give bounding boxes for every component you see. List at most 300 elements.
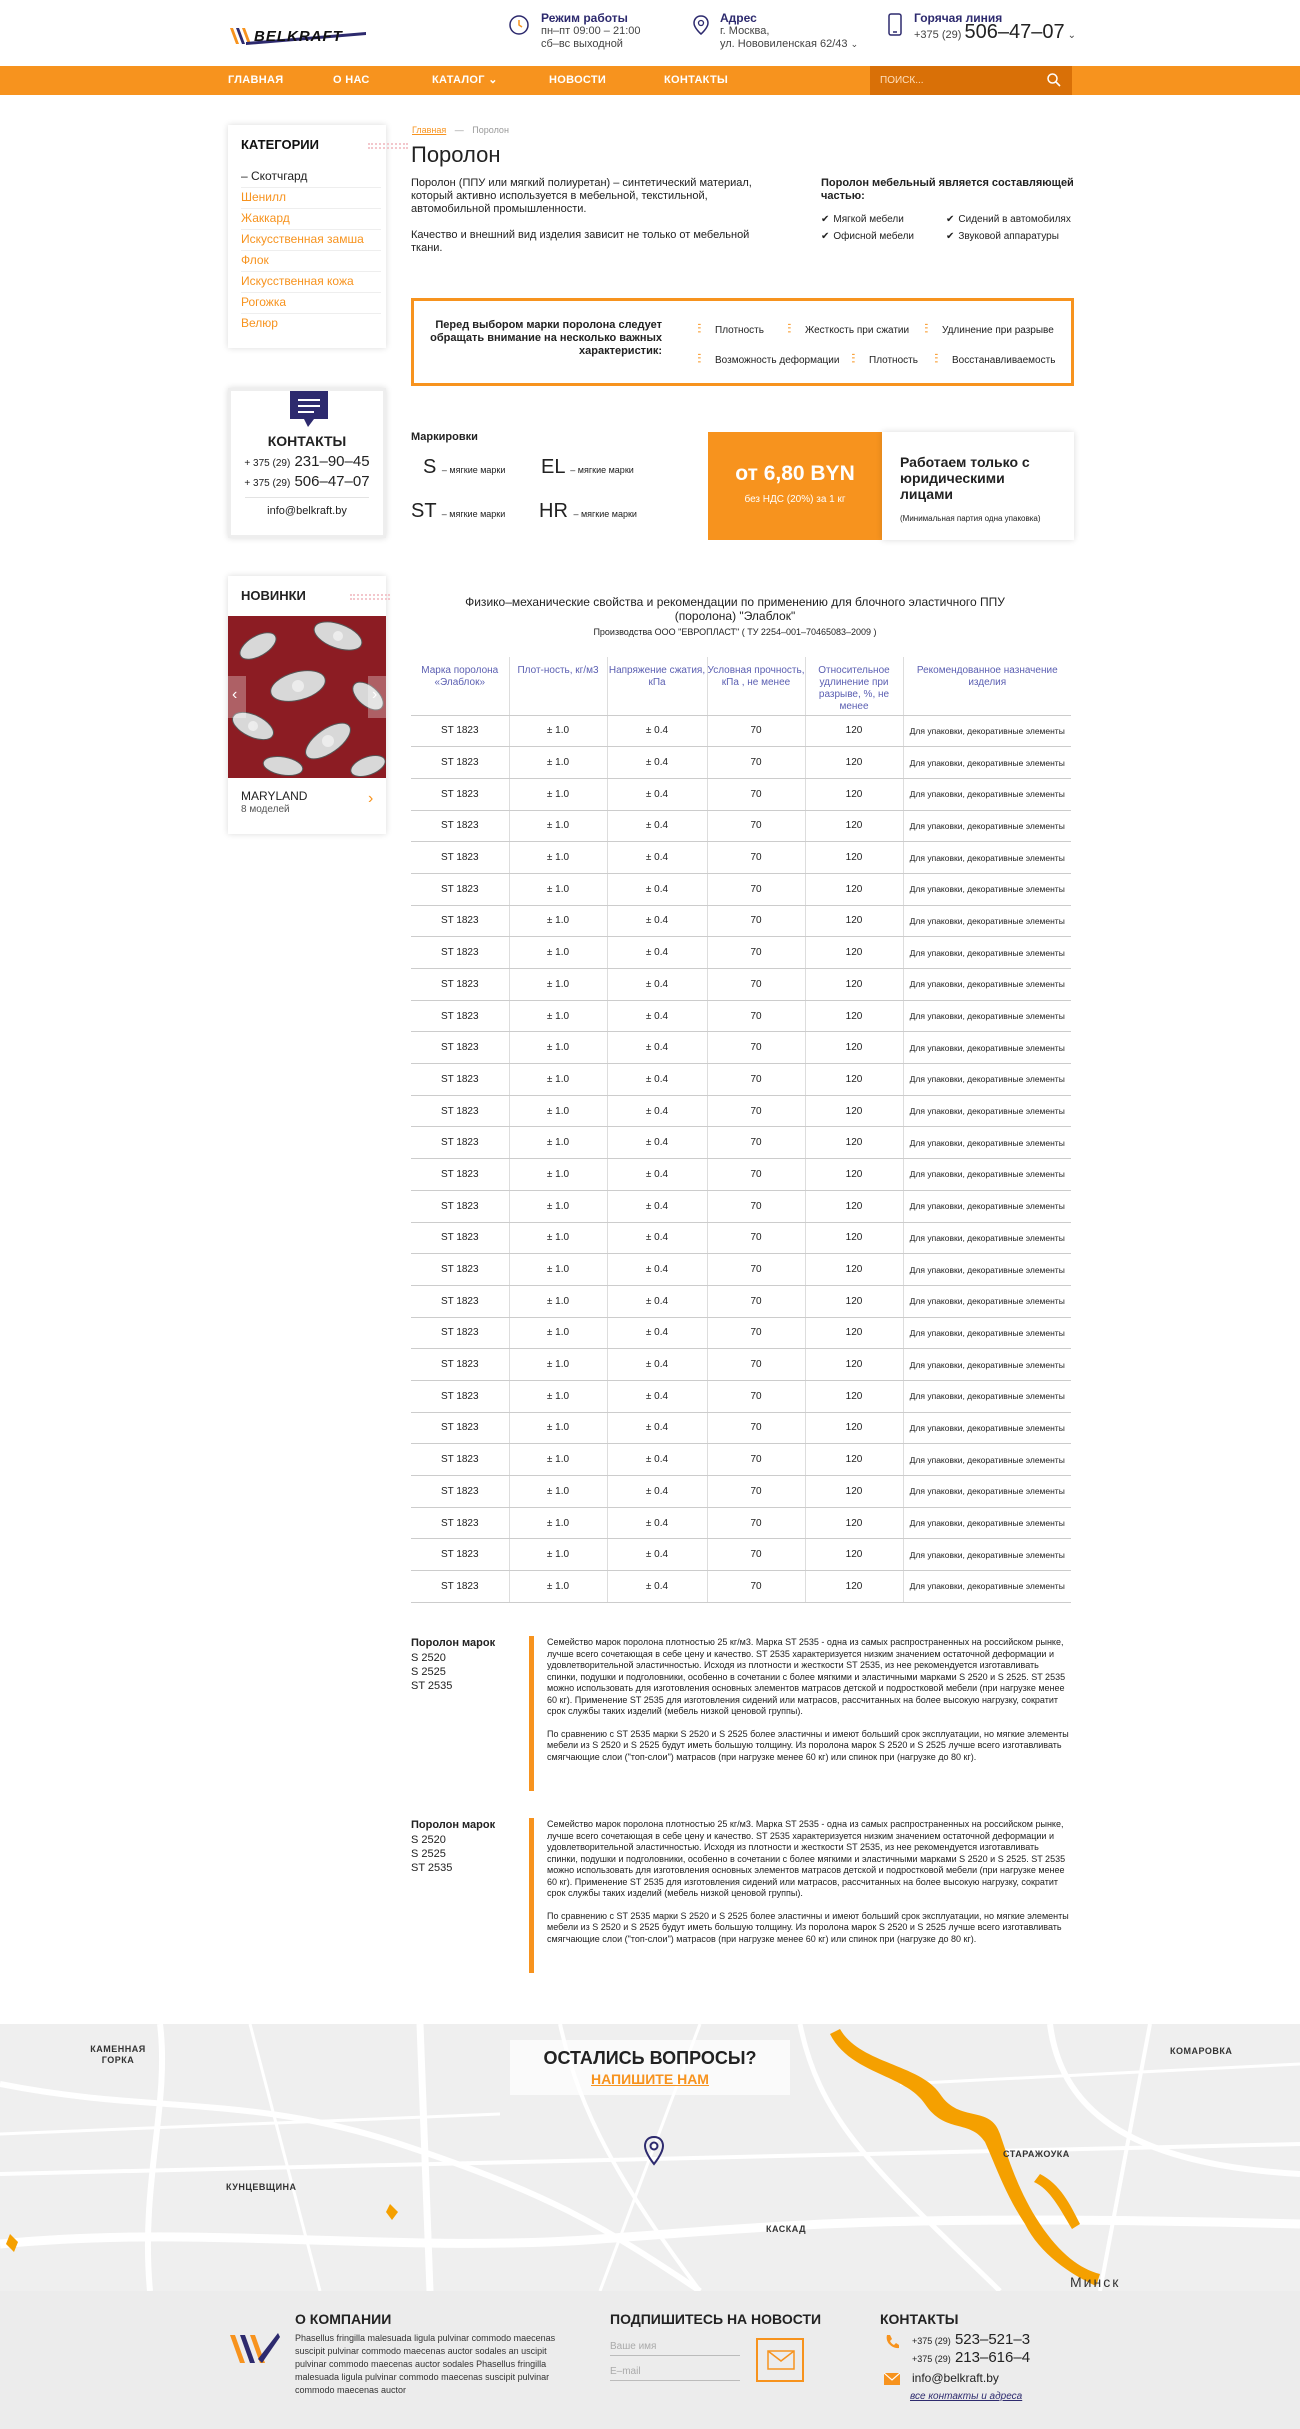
table-cell: Для упаковки, декоративные элементы <box>903 1127 1071 1159</box>
table-row <box>411 1444 1071 1476</box>
table-cell: ± 0.4 <box>607 1000 707 1032</box>
table-cell: ST 1823 <box>411 1285 509 1317</box>
table-row <box>411 747 1071 779</box>
table-cell: Для упаковки, декоративные элементы <box>903 1507 1071 1539</box>
desc-accent-bar <box>529 1818 534 1973</box>
table-cell: ± 0.4 <box>607 1127 707 1159</box>
category-item[interactable]: – Скотчгард <box>241 167 381 188</box>
table-cell: ST 1823 <box>411 937 509 969</box>
table-cell: ± 0.4 <box>607 1539 707 1571</box>
mark-item: HR – мягкие марки <box>539 500 637 522</box>
table-cell: ST 1823 <box>411 1190 509 1222</box>
all-contacts-link[interactable]: все контакты и адреса <box>910 2391 1023 2402</box>
table-cell: 70 <box>707 1159 805 1191</box>
search-input[interactable] <box>880 72 1040 89</box>
table-cell: ± 0.4 <box>607 1444 707 1476</box>
table-cell: 70 <box>707 1476 805 1508</box>
chevron-left-icon[interactable]: ‹ <box>232 686 238 703</box>
notice-text: Перед выбором марки поролона следует обращать внимание на несколько важных характеристик: <box>430 319 662 357</box>
write-us-link[interactable]: НАПИШИТЕ НАМ <box>591 2071 709 2087</box>
table-cell: 70 <box>707 969 805 1001</box>
footer-phone-1[interactable]: +375 (29) 523–521–3 <box>912 2331 1031 2348</box>
table-cell: 120 <box>805 905 903 937</box>
table-cell: ± 1.0 <box>509 1444 607 1476</box>
footer-email[interactable]: info@belkraft.by <box>912 2371 999 2385</box>
table-cell: ST 1823 <box>411 842 509 874</box>
table-cell: 120 <box>805 1159 903 1191</box>
table-cell: ± 1.0 <box>509 1127 607 1159</box>
table-cell: 120 <box>805 1000 903 1032</box>
table-cell: Для упаковки, декоративные элементы <box>903 1032 1071 1064</box>
table-cell: ST 1823 <box>411 1222 509 1254</box>
characteristics-notice <box>411 298 1074 386</box>
table-cell: ST 1823 <box>411 747 509 779</box>
spring-icon: ⫶⫶ <box>934 351 937 366</box>
table-cell: Для упаковки, декоративные элементы <box>903 1222 1071 1254</box>
table-cell: ± 1.0 <box>509 1095 607 1127</box>
chevron-down-icon: ⌄ <box>1067 30 1077 41</box>
characteristic-item: ⫶⫶ Восстанавливаемость <box>934 351 1056 366</box>
table-cell: 70 <box>707 1539 805 1571</box>
footer-phone-2[interactable]: +375 (29) 213–616–4 <box>912 2349 1031 2366</box>
desc-paragraph: Семейство марок поролона плотностью 25 кг/м3. Марка ST 2535 - одна из самых распространенных на российском рынке, лучше всего сочетающая в себе цену и качество. ST 2535 характеризуется низким значением остаточной деформации и удовлетворительной эластичностью. Исходя из плотности и жесткости ST 2535, из нее рекомендуется изготавливать спинки, подушки и подголовники, особенно в сочетании с более мягкими и эластичными марками S 2520 и S 2525. ST 2535 можно использовать для изготовления основных элементов матрасов детской и подростковой мебели (при нагрузке менее 60 кг). Применение ST 2535 для изготовления сидений или матрасов, рассчитанных на более высокую нагрузку, сократит срок службы таких изделий (мебель низкой ценовой группы). <box>547 1819 1066 1898</box>
table-cell: 120 <box>805 937 903 969</box>
table-cell: ± 0.4 <box>607 1412 707 1444</box>
table-cell: ± 0.4 <box>607 1507 707 1539</box>
intro-paragraph: Поролон (ППУ или мягкий полиуретан) – синтетический материал, который активно используется в мебельной, текстильной, автомобильной промышленности. <box>411 177 752 215</box>
location-pin-icon <box>690 14 712 36</box>
search-box <box>870 66 1072 95</box>
table-header-row <box>411 657 1071 715</box>
table-cell: 70 <box>707 1380 805 1412</box>
map-label: Минск <box>1070 2274 1121 2290</box>
table-cell: ± 0.4 <box>607 715 707 747</box>
table-cell: ± 1.0 <box>509 905 607 937</box>
spring-icon: ⫶⫶ <box>697 321 700 336</box>
table-cell: ± 0.4 <box>607 937 707 969</box>
table-cell: Для упаковки, декоративные элементы <box>903 905 1071 937</box>
desc-marks: S 2520 S 2525 ST 2535 <box>411 1652 453 1692</box>
table-cell: ST 1823 <box>411 1349 509 1381</box>
contacts-card <box>228 388 386 538</box>
footer-about-title: О КОМПАНИИ <box>295 2311 392 2327</box>
table-cell: ST 1823 <box>411 715 509 747</box>
table-cell: ST 1823 <box>411 1254 509 1286</box>
table-cell: Для упаковки, декоративные элементы <box>903 1349 1071 1381</box>
brand-name: BELKRAFT <box>254 28 343 45</box>
table-cell: ST 1823 <box>411 969 509 1001</box>
table-cell: ± 1.0 <box>509 937 607 969</box>
table-cell: 70 <box>707 1064 805 1096</box>
table-cell: Для упаковки, декоративные элементы <box>903 1064 1071 1096</box>
footer-subscribe-title: ПОДПИШИТЕСЬ НА НОВОСТИ <box>610 2311 822 2327</box>
table-cell: 120 <box>805 1095 903 1127</box>
table-cell: ± 0.4 <box>607 842 707 874</box>
map-pin-icon[interactable] <box>643 2136 665 2171</box>
table-cell: ± 0.4 <box>607 969 707 1001</box>
usage-item: ✔ Мягкой мебели <box>821 213 904 226</box>
table-cell: ST 1823 <box>411 1317 509 1349</box>
table-cell: ST 1823 <box>411 1159 509 1191</box>
chevron-down-icon: ⌄ <box>488 74 498 86</box>
table-row <box>411 1254 1071 1286</box>
table-cell: ± 0.4 <box>607 1190 707 1222</box>
desc-marks: S 2520 S 2525 ST 2535 <box>411 1834 453 1874</box>
table-cell: Для упаковки, декоративные элементы <box>903 1000 1071 1032</box>
desc-paragraph: Семейство марок поролона плотностью 25 кг/м3. Марка ST 2535 - одна из самых распространенных на российском рынке, лучше всего сочетающая в себе цену и качество. ST 2535 характеризуется низким значением остаточной деформации и удовлетворительной эластичностью. Исходя из плотности и жесткости ST 2535, из нее рекомендуется изготавливать спинки, подушки и подголовники, особенно в сочетании с более мягкими и эластичными марками S 2520 и S 2525. ST 2535 можно использовать для изготовления основных элементов матрасов детской и подростковой мебели (при нагрузке менее 60 кг). Применение ST 2535 для изготовления сидений или матрасов, рассчитанных на более высокую нагрузку, сократит срок службы таких изделий (мебель низкой ценовой группы). <box>547 1637 1066 1716</box>
table-cell: 120 <box>805 1539 903 1571</box>
table-row <box>411 1412 1071 1444</box>
nav-contacts[interactable]: КОНТАКТЫ <box>664 74 729 86</box>
characteristic-item: ⫶⫶ Жесткость при сжатии <box>787 321 910 336</box>
table-row <box>411 1159 1071 1191</box>
mark-item: ST – мягкие марки <box>411 500 506 522</box>
table-row <box>411 1380 1071 1412</box>
table-cell: ± 0.4 <box>607 1222 707 1254</box>
table-cell: 120 <box>805 873 903 905</box>
categories-card <box>228 125 386 348</box>
category-item[interactable]: Шенилл <box>241 188 381 209</box>
table-body <box>411 715 1071 1602</box>
table-row <box>411 778 1071 810</box>
table-cell: ± 0.4 <box>607 1285 707 1317</box>
legal-entities-title: Работаем только с юридическими лицами <box>900 454 1030 502</box>
table-header: Условная прочность, кПа , не менее <box>707 657 805 715</box>
category-item[interactable]: Жаккард <box>241 209 381 230</box>
table-cell: 70 <box>707 1000 805 1032</box>
table-row <box>411 969 1071 1001</box>
table-cell: 70 <box>707 1412 805 1444</box>
table-cell: ± 0.4 <box>607 1064 707 1096</box>
table-cell: 120 <box>805 1571 903 1603</box>
table-cell: Для упаковки, декоративные элементы <box>903 1159 1071 1191</box>
table-cell: ST 1823 <box>411 778 509 810</box>
spring-icon: ⫶⫶ <box>787 321 790 336</box>
table-cell: 120 <box>805 1032 903 1064</box>
new-items-title: НОВИНКИ <box>241 588 306 603</box>
table-cell: Для упаковки, декоративные элементы <box>903 1095 1071 1127</box>
table-cell: ± 0.4 <box>607 1317 707 1349</box>
table-subtitle: Производства ООО "ЕВРОПЛАСТ" ( ТУ 2254–001–70465083–2009 ) <box>593 627 877 637</box>
properties-table <box>411 657 1071 1603</box>
table-cell: 120 <box>805 1349 903 1381</box>
nav-about[interactable]: О НАС <box>333 74 370 86</box>
table-row <box>411 1127 1071 1159</box>
table-cell: 70 <box>707 715 805 747</box>
table-cell: 120 <box>805 1190 903 1222</box>
table-cell: ± 1.0 <box>509 1285 607 1317</box>
table-cell: ± 1.0 <box>509 1317 607 1349</box>
map-label: КОМАРОВКА <box>1170 2046 1233 2056</box>
table-row <box>411 1285 1071 1317</box>
table-header: Плот-ность, кг/м3 <box>509 657 607 715</box>
table-cell: 70 <box>707 937 805 969</box>
characteristic-item: ⫶⫶ Плотность <box>697 321 764 336</box>
table-cell: ± 0.4 <box>607 778 707 810</box>
page-title: Поролон <box>411 142 501 167</box>
table-row <box>411 1222 1071 1254</box>
table-cell: 120 <box>805 715 903 747</box>
table-cell: ± 1.0 <box>509 1064 607 1096</box>
footer-about-text: Phasellus fringilla malesuada ligula pulvinar commodo maecenas suscipit pulvinar commodo maecenas auctor sodales an uscipit pulvinar commodo maecenas auctor sodales Phasellus fringilla malesuada ligula pulvinar commodo maecenas suscipit pulvinar commodo maecenas auctor <box>295 2333 556 2395</box>
table-row <box>411 905 1071 937</box>
map-label: СТАРАЖОУКА <box>1003 2149 1070 2159</box>
table-cell: 70 <box>707 1571 805 1603</box>
table-cell: ± 1.0 <box>509 810 607 842</box>
address-block[interactable] <box>720 12 858 51</box>
desc-paragraph: По сравнению с ST 2535 марки S 2520 и S 2525 более эластичны и имеют больший срок эксплуатации, но мягкие элементы мебели из S 2520 и S 2525 будут иметь большую толщину. Из поролона марок S 2520 и S 2525 лучше всего изготавливать смягчающие слои ("топ-слои") матрасов (при нагрузке менее 60 кг) или спинок при (нагрузке до 80 кг). <box>547 1910 1069 1944</box>
table-cell: ± 1.0 <box>509 1254 607 1286</box>
nav-catalog[interactable]: КАТАЛОГ ⌄ <box>432 74 498 86</box>
category-item[interactable]: Флок <box>241 251 381 272</box>
breadcrumb-home[interactable]: Главная <box>412 125 447 135</box>
table-cell: ± 0.4 <box>607 1349 707 1381</box>
address-street: ул. Нововиленская 62/43 ⌄ <box>720 38 859 50</box>
category-item[interactable]: Искусственная замша <box>241 230 381 251</box>
new-item-name[interactable]: MARYLAND <box>241 789 308 803</box>
hotline-block[interactable] <box>914 12 1076 42</box>
table-row <box>411 937 1071 969</box>
contacts-email[interactable]: info@belkraft.by <box>267 505 347 517</box>
table-cell: ST 1823 <box>411 810 509 842</box>
characteristic-item: ⫶⫶ Плотность <box>851 351 918 366</box>
chevron-right-icon[interactable]: › <box>368 790 374 807</box>
table-cell: ± 1.0 <box>509 1507 607 1539</box>
intro-text <box>411 177 781 255</box>
table-cell: ± 1.0 <box>509 1349 607 1381</box>
table-cell: 70 <box>707 778 805 810</box>
table-cell: ± 1.0 <box>509 1222 607 1254</box>
site-header <box>0 0 1300 66</box>
table-cell: Для упаковки, декоративные элементы <box>903 715 1071 747</box>
table-cell: Для упаковки, декоративные элементы <box>903 810 1071 842</box>
table-header: Напряжение сжатия, кПа <box>607 657 707 715</box>
table-cell: ± 0.4 <box>607 1380 707 1412</box>
nav-news[interactable]: НОВОСТИ <box>549 74 607 86</box>
table-cell: 70 <box>707 873 805 905</box>
table-cell: ± 1.0 <box>509 842 607 874</box>
table-header: Марка поролона «Элаблок» <box>411 657 509 715</box>
categories-title: КАТЕГОРИИ <box>241 137 319 152</box>
table-cell: ± 0.4 <box>607 1159 707 1191</box>
usage-item: ✔ Сидений в автомобилях <box>946 213 1071 226</box>
mark-item: EL – мягкие марки <box>541 456 634 478</box>
table-cell: ± 0.4 <box>607 810 707 842</box>
work-hours <box>541 12 640 51</box>
clock-icon <box>508 14 530 36</box>
desc-text <box>547 1819 1072 1945</box>
table-cell: 70 <box>707 1317 805 1349</box>
table-cell: ± 1.0 <box>509 1412 607 1444</box>
table-cell: ± 1.0 <box>509 1190 607 1222</box>
table-row <box>411 873 1071 905</box>
table-row <box>411 1507 1071 1539</box>
chat-icon <box>288 391 330 429</box>
table-header: Относительное удлинение при разрыве, %, не менее <box>805 657 903 715</box>
table-row <box>411 1064 1071 1096</box>
map-label: КАМЕННАЯ ГОРКА <box>90 2044 146 2065</box>
price-box <box>708 432 882 540</box>
table-cell: Для упаковки, декоративные элементы <box>903 969 1071 1001</box>
title-decoration <box>350 594 390 600</box>
desc-title: Поролон марок <box>411 1637 496 1649</box>
table-cell: 70 <box>707 905 805 937</box>
category-item[interactable]: Искусственная кожа <box>241 272 381 293</box>
table-cell: 70 <box>707 1095 805 1127</box>
table-cell: Для упаковки, декоративные элементы <box>903 873 1071 905</box>
table-cell: ± 1.0 <box>509 1539 607 1571</box>
table-cell: Для упаковки, декоративные элементы <box>903 1571 1071 1603</box>
work-hours-title: Режим работы <box>541 11 628 25</box>
footer-logo[interactable] <box>228 2329 280 2374</box>
usage-item: ✔ Звуковой аппаратуры <box>946 230 1059 243</box>
table-cell: 120 <box>805 1285 903 1317</box>
table-cell: 70 <box>707 1444 805 1476</box>
furniture-usage <box>821 177 1081 242</box>
table-cell: 70 <box>707 1190 805 1222</box>
table-cell: 70 <box>707 842 805 874</box>
address-title: Адрес <box>720 11 757 25</box>
table-cell: 120 <box>805 969 903 1001</box>
title-decoration <box>368 143 408 149</box>
desc-paragraph: По сравнению с ST 2535 марки S 2520 и S 2525 более эластичны и имеют больший срок эксплуатации, но мягкие элементы мебели из S 2520 и S 2525 будут иметь большую толщину. Из поролона марок S 2520 и S 2525 лучше всего изготавливать смягчающие слои ("топ-слои") матрасов (при нагрузке менее 60 кг) или спинок при (нагрузке до 80 кг). <box>547 1728 1069 1762</box>
contact-prompt-title: ОСТАЛИСЬ ВОПРОСЫ? <box>543 2048 757 2068</box>
map-label: КУНЦЕВЩИНА <box>226 2182 297 2192</box>
table-row <box>411 1476 1071 1508</box>
spring-icon: ⫶⫶ <box>924 321 927 336</box>
subscribe-button[interactable] <box>756 2338 804 2382</box>
contacts-phone-1[interactable]: + 375 (29) 231–90–45 <box>244 453 370 470</box>
table-cell: ± 0.4 <box>607 747 707 779</box>
breadcrumb: Главная — Поролон <box>412 125 509 135</box>
contacts-title: КОНТАКТЫ <box>267 433 347 449</box>
table-cell: Для упаковки, декоративные элементы <box>903 1380 1071 1412</box>
category-item[interactable]: Рогожка <box>241 293 381 314</box>
new-item-count: 8 моделей <box>241 804 290 815</box>
table-cell: 120 <box>805 1064 903 1096</box>
table-cell: ± 1.0 <box>509 1000 607 1032</box>
table-cell: ± 0.4 <box>607 873 707 905</box>
table-cell: ST 1823 <box>411 1444 509 1476</box>
table-cell: ST 1823 <box>411 1064 509 1096</box>
table-cell: 70 <box>707 1285 805 1317</box>
new-items-card <box>228 576 386 834</box>
nav-home[interactable]: ГЛАВНАЯ <box>228 74 284 86</box>
brand-logo[interactable] <box>228 22 368 50</box>
search-icon[interactable] <box>1046 72 1062 93</box>
chevron-right-icon[interactable]: › <box>372 686 378 703</box>
table-cell: ± 0.4 <box>607 1571 707 1603</box>
table-cell: ± 1.0 <box>509 1380 607 1412</box>
table-row <box>411 1317 1071 1349</box>
table-row <box>411 810 1071 842</box>
table-cell: ST 1823 <box>411 1571 509 1603</box>
table-row <box>411 1000 1071 1032</box>
main-nav <box>0 66 1300 95</box>
spring-icon: ⫶⫶ <box>697 351 700 366</box>
table-cell: Для упаковки, декоративные элементы <box>903 1254 1071 1286</box>
hotline-phone: +375 (29) 506–47–07 ⌄ <box>914 21 1077 43</box>
table-row <box>411 1349 1071 1381</box>
table-cell: ST 1823 <box>411 1095 509 1127</box>
legal-entities-note: (Минимальная партия одна упаковка) <box>900 514 1041 523</box>
table-cell: 70 <box>707 1254 805 1286</box>
table-cell: 120 <box>805 1444 903 1476</box>
table-cell: 70 <box>707 747 805 779</box>
table-cell: Для упаковки, декоративные элементы <box>903 1285 1071 1317</box>
table-cell: 70 <box>707 1127 805 1159</box>
table-cell: 120 <box>805 1222 903 1254</box>
table-cell: ST 1823 <box>411 873 509 905</box>
desc-accent-bar <box>529 1636 534 1791</box>
table-cell: 120 <box>805 810 903 842</box>
fabric-image[interactable] <box>228 616 386 778</box>
contacts-phone-2[interactable]: + 375 (29) 506–47–07 <box>244 473 370 490</box>
marks-title: Маркировки <box>411 431 478 443</box>
table-header: Рекомендованное назначение изделия <box>903 657 1071 715</box>
table-cell: 70 <box>707 810 805 842</box>
email-icon <box>884 2372 900 2390</box>
table-cell: ± 0.4 <box>607 1254 707 1286</box>
table-cell: Для упаковки, декоративные элементы <box>903 1412 1071 1444</box>
table-cell: 120 <box>805 1476 903 1508</box>
phone-icon <box>884 2334 900 2355</box>
table-cell: Для упаковки, декоративные элементы <box>903 1539 1071 1571</box>
usage-item: ✔ Офисной мебели <box>821 230 914 243</box>
table-cell: ± 0.4 <box>607 1095 707 1127</box>
table-cell: 120 <box>805 1412 903 1444</box>
table-cell: ± 1.0 <box>509 715 607 747</box>
work-hours-weekend: сб–вс выходной <box>541 38 623 50</box>
table-cell: ST 1823 <box>411 1127 509 1159</box>
hotline-title: Горячая линия <box>914 11 1003 25</box>
phone-icon <box>884 12 906 34</box>
table-cell: Для упаковки, декоративные элементы <box>903 1444 1071 1476</box>
table-cell: ST 1823 <box>411 1032 509 1064</box>
footer-email-input[interactable] <box>610 2363 740 2381</box>
table-cell: 120 <box>805 778 903 810</box>
table-cell: 70 <box>707 1032 805 1064</box>
category-item[interactable]: Велюр <box>241 316 278 330</box>
table-cell: ± 1.0 <box>509 1159 607 1191</box>
table-cell: Для упаковки, декоративные элементы <box>903 778 1071 810</box>
table-row <box>411 1032 1071 1064</box>
table-cell: 120 <box>805 842 903 874</box>
price-value: от 6,80 BYN <box>735 462 855 485</box>
table-cell: 70 <box>707 1507 805 1539</box>
footer-name-input[interactable] <box>610 2338 740 2356</box>
footer-contacts-title: КОНТАКТЫ <box>880 2311 959 2327</box>
price-note: без НДС (20%) за 1 кг <box>744 494 846 505</box>
table-row <box>411 1190 1071 1222</box>
table-cell: ± 0.4 <box>607 1032 707 1064</box>
map-label: КАСКАД <box>766 2224 807 2234</box>
intro-paragraph: Качество и внешний вид изделия зависит не только от мебельной ткани. <box>411 229 750 254</box>
table-cell: ± 1.0 <box>509 1476 607 1508</box>
table-cell: ± 1.0 <box>509 969 607 1001</box>
table-cell: ST 1823 <box>411 1412 509 1444</box>
table-cell: ± 1.0 <box>509 1571 607 1603</box>
table-row <box>411 715 1071 747</box>
table-cell: 70 <box>707 1222 805 1254</box>
envelope-icon <box>767 2349 795 2376</box>
desc-title: Поролон марок <box>411 1819 496 1831</box>
table-cell: 120 <box>805 1380 903 1412</box>
table-cell: ST 1823 <box>411 1476 509 1508</box>
table-cell: ± 1.0 <box>509 873 607 905</box>
table-cell: 120 <box>805 747 903 779</box>
mark-item: S – мягкие марки <box>423 456 506 478</box>
